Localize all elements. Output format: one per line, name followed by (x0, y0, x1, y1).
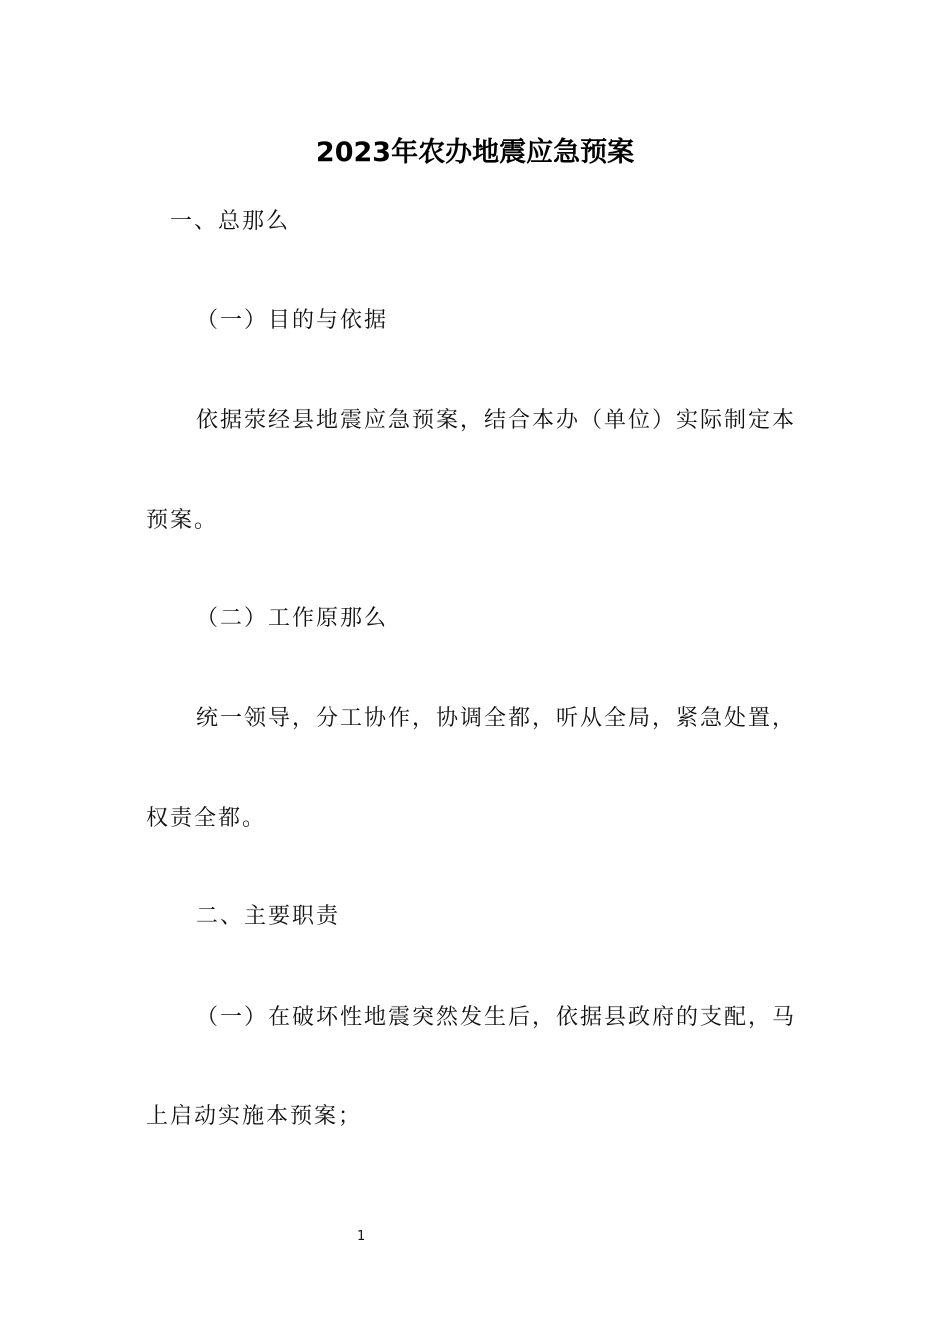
paragraph-line: 上启动实施本预案； (146, 1104, 363, 1129)
section-heading-duties: 二、主要职责 (196, 904, 341, 929)
paragraph-line: （一）在破坏性地震突然发生后，依据县政府的支配，马 (196, 1005, 797, 1030)
paragraph-line: 权责全都。 (146, 806, 267, 831)
paragraph-line: 统一领导，分工协作，协调全都，听从全局，紧急处置， (196, 706, 797, 731)
page-number: 1 (357, 1229, 366, 1244)
paragraph-line: 预案。 (146, 508, 219, 533)
paragraph-line: 依据荥经县地震应急预案，结合本办（单位）实际制定本 (196, 408, 797, 433)
section-heading-general: 一、总那么 (170, 209, 291, 234)
document-title: 2023年农办地震应急预案 (315, 137, 635, 168)
subsection-heading-principles: （二）工作原那么 (196, 606, 389, 631)
subsection-heading-purpose: （一）目的与依据 (196, 308, 389, 333)
